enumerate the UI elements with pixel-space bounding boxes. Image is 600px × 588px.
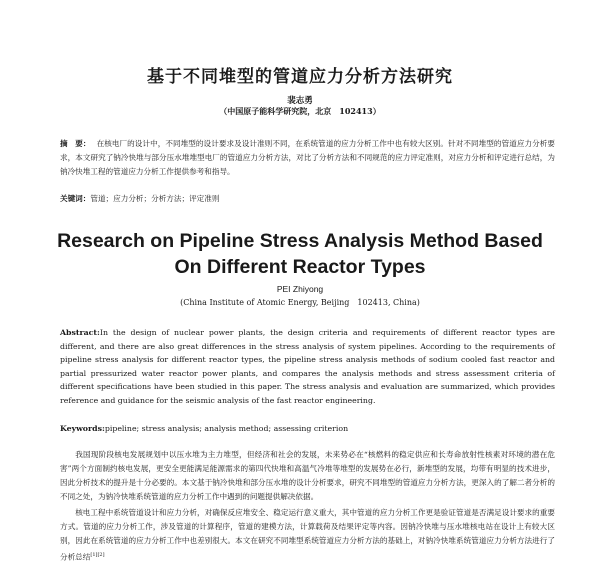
chinese-keywords-label: 关键词： xyxy=(60,194,91,203)
english-title-line-2: On Different Reactor Types xyxy=(174,256,426,278)
chinese-author: 裴志勇 xyxy=(287,96,313,106)
english-abstract-text: In the design of nuclear power plants, the design criteria and requirements of different reactor types are different, and there are also great differences in the stress analysis of system pipelines. According to the requirements of pipeline stress analysis for different reactor types, the pipeline stress analysis methods of sodium cooled fast reactor and partial pressurized water reactor power plants, and compares the analysis methods and stress assessment criteria of different specifications have been studied in this paper. The stress analysis and evaluation are summarized, which provides reference and guidance for the seismic analysis of the fast reactor engineering. xyxy=(60,328,555,405)
english-abstract-label: Abstract: xyxy=(60,328,100,337)
chinese-abstract-label: 摘 要： xyxy=(60,139,91,148)
english-author: PEI Zhiyong xyxy=(276,284,324,294)
english-abstract xyxy=(60,326,555,407)
english-keywords-label: Keywords: xyxy=(60,424,105,433)
english-keywords xyxy=(60,422,555,435)
body-paragraph-2-text: 核电工程中系统管道设计和应力分析，对确保反应堆安全、稳定运行意义重大，其中管道的应力分析工作更是验证管道是否满足设计要求的重要方式。管道的应力分析工作，涉及管道的计算程序，管道的建模方法，计算载荷及结果评定等内容。因钠冷快堆与压水堆核电站在设计上有较大区别，因此在系统管道的应力分析工作中也差别很大。本文在研究不同堆型系统管道应力分析方法的基础上，对钠冷快堆系统管道应力分析方法进行了分析总结 xyxy=(60,508,555,562)
chinese-keywords xyxy=(60,192,555,205)
citation-marker: [1][2] xyxy=(90,552,105,558)
chinese-abstract-text: 在核电厂的设计中，不同堆型的设计要求及设计准则不同，在系统管道的应力分析工作中也有较大区别。针对不同堆型的管道应力分析要求，本文研究了钠冷快堆与部分压水堆堆型电厂的管道应力分析方法，对比了分析方法和不同规范的应力评定准则，对应力分析和评定进行总结，为钠冷快堆工程的管道应力分析工作提供参考和指导。 xyxy=(60,139,556,176)
chinese-affiliation: （中国原子能科学研究院，北京 102413） xyxy=(219,106,381,116)
english-title-line-1: Research on Pipeline Stress Analysis Method Based xyxy=(57,230,543,252)
body-paragraph-1: 我国现阶段核电发展规划中以压水堆为主力堆型，但经济和社会的发展，未来势必在“核燃料的稳定供应和长寿命放射性核素对环境的潜在危害”两个方面制约核电发展，更安全更能满足能源需求的第四代快堆和高温气冷堆等堆型的发展势在必行，新堆型的发展，均带有明显的技术进步，因此分析技术的提升是十分必要的。本文基于钠冷快堆和部分压水堆的设计分析要求，研究不同堆型的管道应力分析方法，更深入的了解二者分析的不同之处，为钠冷快堆系统管道的应力分析工作中遇到的问题提供解决依据。 xyxy=(60,450,555,501)
body-paragraph-2 xyxy=(60,506,555,565)
chinese-keywords-text: 管道；应力分析；分析方法；评定准则 xyxy=(90,194,220,203)
english-title xyxy=(0,228,600,280)
english-keywords-text: pipeline; stress analysis; analysis method; assessing criterion xyxy=(104,424,349,433)
body-text xyxy=(60,448,555,565)
english-affiliation: (China Institute of Atomic Energy, Beijing 102413, China) xyxy=(180,298,420,307)
chinese-title: 基于不同堆型的管道应力分析方法研究 xyxy=(147,67,453,87)
chinese-abstract xyxy=(60,137,555,178)
